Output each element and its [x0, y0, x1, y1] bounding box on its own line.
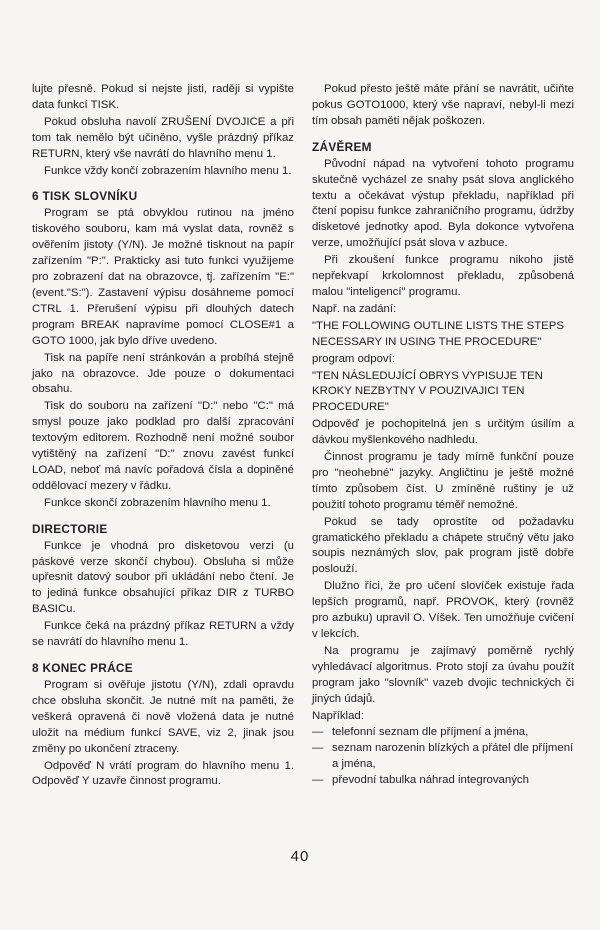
paragraph: Dlužno říci, že pro učení slovíček existuje řada lepších programů, např. PROVOK, který (rovněž pro azbuku) upravil O. Víšek. Ten umožňuje cvičení v lekcích.	[312, 580, 574, 640]
section-heading-zaverem: ZÁVĚREM	[312, 139, 372, 154]
page-number: 40	[290, 848, 310, 865]
paragraph: Funkce je vhodná pro disketovou verzi (u páskové verze skončí chybou). Obsluha si může upřesnit datový soubor při ukládání nebo čtení. Je to jediná funkce obsahující příkaz DIR z TURBO BASICu.	[32, 539, 294, 616]
paragraph: Například:	[312, 709, 364, 722]
paragraph: Program si ověřuje jistotu (Y/N), zdali opravdu chce obsluha skončit. Je nutné mít na paměti, že veškerá opravená či nově vložená data je nutné uložit na médium funkcí SAVE, viz 2, jinak jsou změny po ukončení ztraceny.	[32, 679, 294, 755]
paragraph: Funkce čeká na prázdný příkaz RETURN a vždy se navrátí do hlavního menu 1.	[32, 620, 294, 649]
paragraph: Tisk na papíře není stránkován a probíhá stejně jako na obrazovce. Jde pouze o dokumentaci obsahu.	[32, 351, 294, 396]
paragraph: Pokud obsluha navolí ZRUŠENÍ DVOJICE a při tom tak nemělo být učiněno, vyšle prázdný příkaz RETURN, který vše navrátí do hlavního menu 1.	[32, 115, 294, 160]
paragraph: Pokud přesto ještě máte přání se navrátit, učiňte pokus GOTO1000, který vše napraví, nebyl-li mezi tím obsah paměti nějak poškozen.	[312, 83, 574, 127]
paragraph: program odpoví:	[312, 352, 395, 365]
paragraph: Tisk do souboru na zařízení "D:" nebo "C:" má smysl pouze jako podklad pro další zpracování textovým editorem. Rozhodně není možné soubor vytištěný na zařízení "D:" znovu zavést funkcí LOAD, neboť má navíc pořadová čísla a dopiněné oddělovací mezery v řádku.	[32, 400, 294, 492]
list-item: — seznam narozenin blízkých a přátel dle příjmení a jména,	[312, 741, 574, 773]
section-heading-tisk: 6 TISK SLOVNÍKU	[32, 189, 138, 204]
paragraph: Při zkoušení funkce programu nikoho jistě nepřekvapí krkolomnost překladu, způsobená malou "inteligencí" programu.	[312, 254, 574, 298]
paragraph: Odpověď je pochopitelná jen s určitým úsilím a dávkou myšlenkového nadhledu.	[312, 418, 574, 447]
list-item: — telefonní seznam dle příjmení a jména,	[312, 725, 574, 741]
example-list	[312, 725, 574, 789]
section-heading-konec: 8 KONEC PRÁCE	[32, 661, 133, 675]
example-input: "THE FOLLOWING OUTLINE LISTS THE STEPS NECESSARY IN USING THE PROCEDURE"	[312, 319, 564, 348]
paragraph: Odpověď N vrátí program do hlavního menu 1. Odpověď Y uzavře činnost programu.	[32, 759, 294, 788]
paragraph: Původní nápad na vytvoření tohoto programu skutečně vycházel ze snahy psát slova anglického textu a očekávat výstup překladu, například při čtení popisu funkce zahraničního programu, údržby disketové jednotky apod. Byla dokonce vytvořena verze, umožňující psát slova v azbuce.	[312, 157, 574, 250]
paragraph: Např. na zadání:	[312, 302, 397, 315]
section-heading-directorie: DIRECTORIE	[32, 521, 108, 536]
example-output: "TEN NÁSLEDUJÍCÍ OBRYS VYPISUJE TEN KROKY NEZBYTNY V POUZIVAJICI TEN PROCEDURE"	[312, 369, 543, 414]
list-item: — převodní tabulka náhrad integrovaných	[312, 773, 574, 789]
paragraph: lujte přesně. Pokud si nejste jisti, raději si vypište data funkcí TISK.	[32, 83, 294, 111]
paragraph: Na programu je zajímavý poměrně rychlý vyhledávací algoritmus. Proto stojí za úvahu použít program jako "slovník" vazeb dvojic technických či jiných údajů.	[312, 644, 574, 705]
paragraph: Program se ptá obvyklou rutinou na jméno tiskového souboru, kam má vyslat data, rovněž s ověřením jistoty (Y/N). Je možné tisknout na papír zařízením "P:". Prakticky asi tuto funkci využijeme pro zobrazení dat na obrazovce, tj. zařízením "E:" (event."S:"). Zastavení výpisu dosáhneme pomocí CTRL 1. Přerušení výpisu při dlouhých datech program BREAK napravíme pomocí CLOSE#1 a GOTO 1000, jak bylo dříve uvedeno.	[32, 207, 294, 347]
paragraph: Funkce skončí zobrazením hlavního menu 1.	[44, 496, 271, 509]
left-column	[32, 82, 294, 791]
paragraph: Pokud se tady oprostíte od požadavku gramatického překladu a chápete stručný větu jako soupis neznámých slov, pak program jistě dobře poslouží.	[312, 515, 574, 576]
paragraph: Funkce vždy končí zobrazením hlavního menu 1.	[44, 164, 292, 177]
right-column	[312, 82, 574, 789]
paragraph: Činnost programu je tady mírně funkční pouze pro "neohebné" jazyky. Angličtinu je ještě možné tímto způsobem číst. U zmíněné ruštiny je už použití tohoto programu téměř nemožné.	[312, 451, 574, 511]
